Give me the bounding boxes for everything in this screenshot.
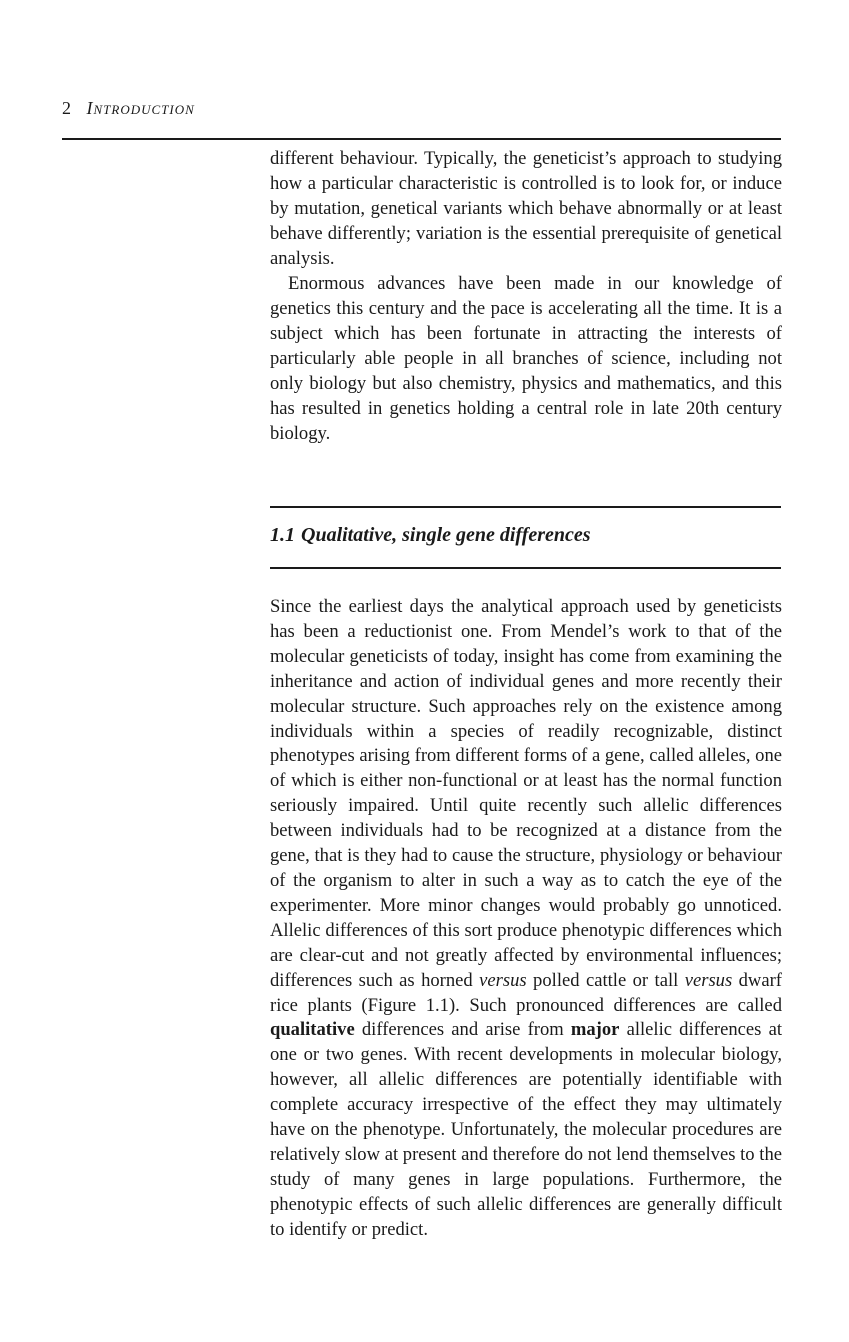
versus-emphasis-1: versus xyxy=(479,969,527,991)
qualitative-term: qualitative xyxy=(270,1019,355,1041)
section-rule-top xyxy=(270,506,781,508)
running-head-title: Introduction xyxy=(86,98,195,118)
body-text-3: dwarf rice plants (Figure 1.1). Such pronounced differences are called xyxy=(270,969,782,1016)
body-text-1: Since the earliest days the analytical approach used by geneticists has been a reductionist one. From Mendel’s work to that of the molecular geneticists of today, insight has come from examining the inheritance and action of individual genes and more recently their molecular structure. Such approaches rely on the existence among individuals within a species of readily recognizable, distinct phenotypes arising from different forms of a gene, called alleles, one of which is either non-functional or at least has the normal function seriously impaired. Until quite recently such allelic differences between individuals had to be recognized at a distance from the gene, that is they had to cause the structure, physiology or behaviour of the organism to alter in such a way as to catch the eye of the experimenter. More minor changes would probably go unnoticed. Allelic differences of this sort produce phenotypic differences which are clear-cut and not greatly affected by environmental influences; differences such as horned xyxy=(270,596,782,991)
section-heading xyxy=(270,524,591,547)
intro-paragraph-2: Enormous advances have been made in our knowledge of genetics this century and the pace is accelerating all the time. It is a subject which has been fortunate in attracting the interests of particularly able people in all branches of science, including not only biology but also chemistry, physics and mathematics, and this has resulted in genetics holding a central role in late 20th century biology. xyxy=(270,273,782,444)
header-rule xyxy=(62,138,781,140)
body-text-5: allelic differences at one or two genes. With recent developments in molecular biology, however, all allelic differences are potentially identifiable with complete accuracy irrespective of the effect they may ultimately have on the phenotype. Unfortunately, the molecular procedures are relatively slow at present and therefore do not lend themselves to the study of many genes in large populations. Furthermore, the phenotypic effects of such allelic differences are generally difficult to identify or predict. xyxy=(270,1019,782,1240)
section-body xyxy=(270,595,782,1243)
body-text-4: differences and arise from xyxy=(354,1019,571,1041)
section-title: Qualitative, single gene differences xyxy=(301,524,591,546)
versus-emphasis-2: versus xyxy=(684,969,733,991)
page-number: 2 xyxy=(62,98,72,118)
major-term: major xyxy=(570,1019,620,1041)
body-text-2: polled cattle or tall xyxy=(526,969,685,991)
section-number: 1.1 xyxy=(270,524,295,546)
body-paragraph xyxy=(270,595,782,1243)
intro-text xyxy=(270,146,782,446)
intro-paragraph-1: different behaviour. Typically, the geneticist’s approach to studying how a particular characteristic is controlled is to look for, or induce by mutation, genetical variants which behave abnormally or at least behave differently; variation is the essential prerequisite of genetical analysis. xyxy=(270,148,782,269)
section-rule-bottom xyxy=(270,567,781,569)
running-head xyxy=(62,98,195,119)
